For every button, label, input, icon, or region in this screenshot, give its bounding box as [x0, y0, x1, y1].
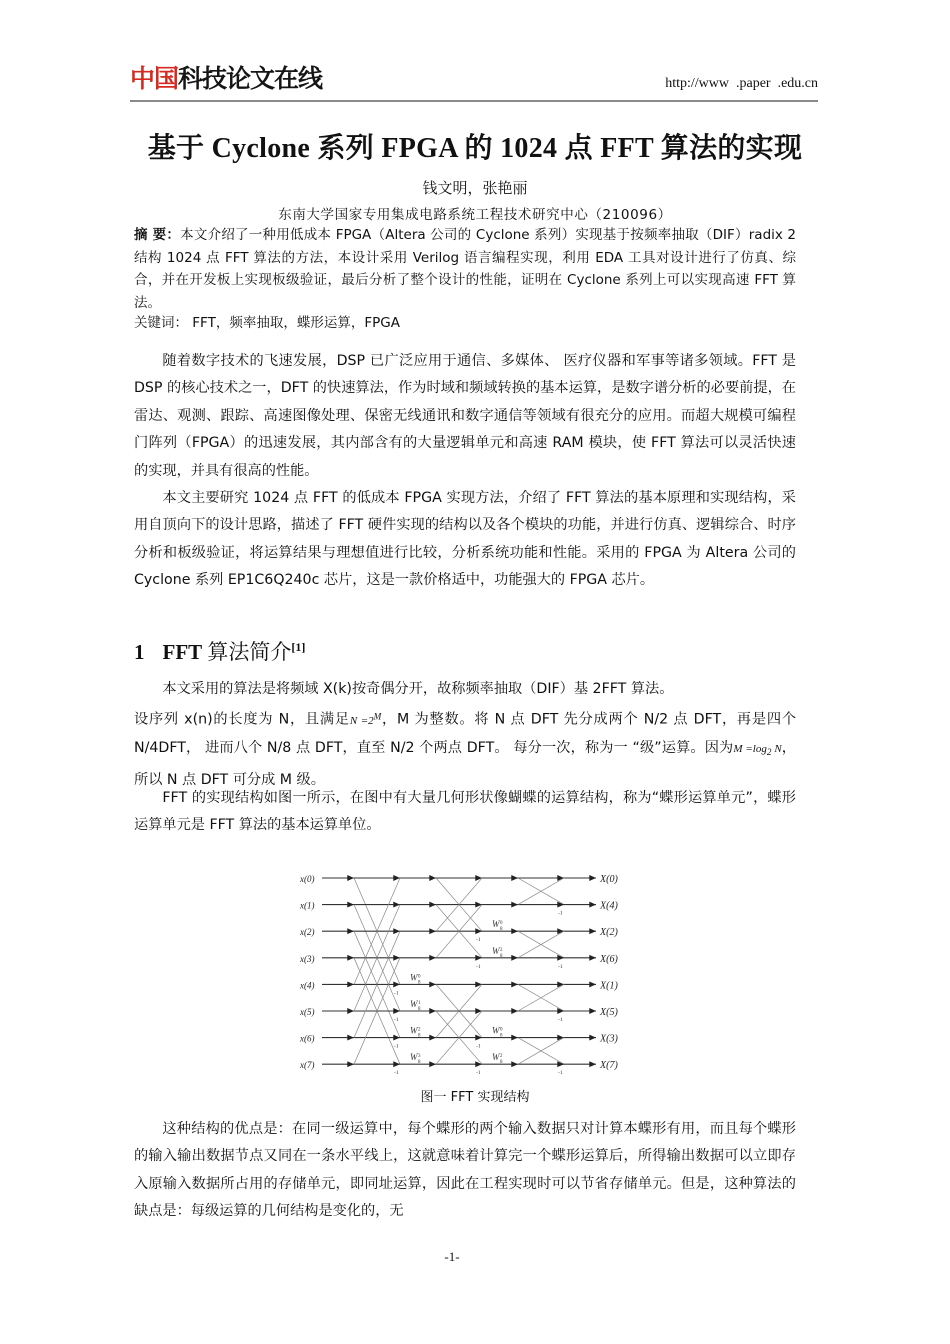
output-label: X(5) — [600, 1007, 618, 1018]
section-title-cn: 算法简介 — [202, 640, 292, 664]
abstract — [134, 224, 796, 314]
keywords-label: 关键词： — [134, 315, 188, 331]
input-label: x(0) — [300, 874, 315, 884]
arrow-head — [429, 928, 436, 934]
input-label: x(2) — [300, 927, 315, 938]
arrow-head — [429, 875, 436, 881]
formula-exponent: M — [373, 711, 382, 721]
header-divider — [130, 100, 818, 102]
section-number: 1 — [134, 640, 145, 664]
minus-one-label: -1 — [476, 1070, 481, 1077]
abstract-text: 本文介绍了一种用低成本 FPGA（Altera 公司的 Cyclone 系列）实现基于按频率抽取（DIF）radix 2 结构 1024 点 FFT 算法的方法，本设计采用 Verilog 语言编程实现，利用 EDA 工具对设计进行了仿真、综合，并在开发板上实现板级验证，最后分析了整个设计的性能，证明在 Cyclone 系列上可以实现高速 FFT 算法。 — [134, 227, 796, 311]
arrow-head — [511, 902, 518, 908]
twiddle-exponent: 0 — [418, 974, 421, 980]
body-paragraph-4: FFT 的实现结构如图一所示，在图中有大量几何形状像蝴蝶的运算结构，称为“蝶形运算单元”，蝶形运算单元是 FFT 算法的基本运算单位。 — [134, 790, 796, 834]
body-paragraph-1: 随着数字技术的飞速发展，DSP 已广泛应用于通信、多媒体、 医疗仪器和军事等诸多领域。FFT 是 DSP 的核心技术之一，DFT 的快速算法，作为时域和频域转换的基本运算，是数字谱分析的必要前提，在雷达、观测、跟踪、高速图像处理、保密无线通讯和数字通信等领域有很充分的应用。而超大规模可编程门阵列（FPGA）的迅速发展，其内部含有的大量逻辑单元和高速 RAM 模块，使 FFT 算法可以灵活快速的实现，并具有很高的性能。 — [134, 353, 796, 479]
section-heading-1 — [134, 636, 305, 666]
twiddle-size: 8 — [418, 1007, 421, 1012]
arrow-head — [347, 928, 354, 934]
formula-n-equals-2-pow-m — [349, 711, 382, 727]
arrow-head — [347, 1061, 354, 1067]
arrow-head — [589, 981, 596, 987]
arrow-head — [589, 1008, 596, 1014]
arrow-head — [429, 955, 436, 961]
arrow-head — [511, 1035, 518, 1041]
input-label: x(5) — [300, 1007, 315, 1017]
arrow-head — [511, 955, 518, 961]
arrow-head — [589, 955, 596, 961]
twiddle-factor-label: W — [492, 945, 500, 956]
arrow-head — [511, 1008, 518, 1014]
arrow-head — [511, 981, 518, 987]
figure-caption: 图一 FFT 实现结构 — [420, 1090, 530, 1105]
twiddle-exponent: 1 — [418, 1001, 421, 1006]
twiddle-size: 8 — [500, 953, 503, 959]
input-label: x(6) — [300, 1033, 315, 1044]
formula-m-equals-log2n — [733, 743, 782, 758]
arrow-head — [475, 928, 482, 934]
arrow-head — [429, 1035, 436, 1041]
paper-authors: 钱文明，张艳丽 — [422, 179, 528, 197]
arrow-head — [475, 902, 482, 908]
arrow-head — [347, 875, 354, 881]
arrow-head — [347, 1008, 354, 1014]
arrow-head — [475, 1035, 482, 1041]
minus-one-label: -1 — [394, 1017, 399, 1023]
arrow-head — [429, 902, 436, 908]
twiddle-factor-label: W — [492, 1025, 500, 1036]
twiddle-factor-label: W — [492, 1052, 500, 1063]
section-reference[interactable]: [1] — [291, 640, 306, 654]
fft-butterfly-diagram — [296, 864, 636, 1078]
minus-one-label: -1 — [558, 1070, 563, 1077]
input-label: x(4) — [300, 980, 315, 991]
arrow-head — [511, 928, 518, 934]
input-label: x(7) — [300, 1060, 315, 1071]
arrow-head — [475, 981, 482, 987]
para3-text-c: ，所以 N 点 DFT 可分成 M 级。 — [134, 740, 796, 788]
page-number: -1- — [444, 1249, 460, 1264]
arrow-head — [589, 902, 596, 908]
output-label: X(7) — [600, 1060, 618, 1072]
minus-one-label: -1 — [394, 1070, 399, 1077]
twiddle-size: 8 — [418, 1060, 421, 1066]
formula-log-base: 2 — [766, 747, 772, 758]
twiddle-factor-label: W — [410, 1025, 418, 1036]
logo-black-text: 科技论文在线 — [178, 64, 323, 93]
body-paragraph-5: 这种结构的优点是：在同一级运算中，每个蝶形的两个输入数据只对计算本蝶形有用，而且每个蝶形的输入输出数据节点又同在一条水平线上，这就意味着计算完一个蝶形运算后，所得输出数据可以立即存入原输入数据所占用的存储单元，即同址运算，因此在工程实现时可以节省存储单元。但是，这种算法的缺点是：每级运算的几何结构是变化的，无 — [134, 1121, 796, 1220]
twiddle-size: 8 — [500, 1060, 503, 1066]
arrow-head — [429, 1008, 436, 1014]
minus-one-label: -1 — [558, 963, 563, 970]
arrow-head — [429, 1061, 436, 1067]
output-label: X(0) — [600, 874, 618, 885]
output-label: X(2) — [600, 927, 618, 939]
minus-one-label: -1 — [394, 990, 399, 997]
arrow-head — [589, 875, 596, 881]
arrow-head — [589, 1061, 596, 1067]
minus-one-label: -1 — [394, 1043, 399, 1050]
twiddle-factor-label: W — [410, 999, 418, 1009]
twiddle-exponent: 0 — [500, 1027, 503, 1033]
twiddle-exponent: 0 — [500, 921, 503, 927]
abstract-label: 摘 要： — [134, 227, 181, 243]
output-label: X(1) — [600, 980, 618, 992]
arrow-head — [475, 1061, 482, 1067]
twiddle-size: 8 — [418, 1033, 421, 1039]
output-label: X(6) — [600, 953, 618, 965]
twiddle-size: 8 — [500, 1033, 503, 1039]
twiddle-factor-label: W — [492, 919, 500, 930]
body-paragraph-2: 本文主要研究 1024 点 FFT 的低成本 FPGA 实现方法，介绍了 FFT 算法的基本原理和实现结构，采用自顶向下的设计思路，描述了 FFT 硬件实现的结构以及各个模块的功能，并进行仿真、逻辑综合、时序分析和板级验证，将运算结果与理想值进行比较，分析系统功能和性能。采用的 FPGA 为 Altera 公司的 Cyclone 系列 EP1C6Q240c 芯片，这是一款价格适中，功能强大的 FPGA 芯片。 — [134, 490, 796, 589]
journal-logo[interactable] — [130, 62, 322, 96]
paper-title: 基于 Cyclone 系列 FPGA 的 1024 点 FFT 算法的实现 — [147, 133, 803, 164]
body-paragraph-3 — [134, 703, 796, 794]
section-title-en: FFT — [162, 640, 203, 664]
arrow-head — [589, 1035, 596, 1041]
journal-header — [130, 62, 818, 102]
logo-red-text: 中国 — [130, 64, 179, 93]
arrow-head — [475, 955, 482, 961]
para3-text-a: 设序列 x(n)的长度为 N，且满足 — [134, 711, 350, 728]
minus-one-label: -1 — [476, 963, 481, 970]
arrow-head — [429, 981, 436, 987]
output-label: X(3) — [600, 1033, 618, 1045]
minus-one-label: -1 — [558, 910, 563, 917]
twiddle-exponent: 2 — [500, 947, 503, 953]
arrow-head — [511, 875, 518, 881]
journal-url[interactable]: http://www .paper .edu.cn — [665, 76, 818, 91]
input-label: x(3) — [300, 953, 315, 964]
minus-one-label: -1 — [476, 1043, 481, 1050]
para3-text-b: ，M 为整数。将 N 点 DFT 先分成两个 N/2 点 DFT，再是四个 N/4DFT， 进而八个 N/8 点 DFT，直至 N/2 个两点 DFT。 每分一次，称为一 “级”运算。因为 — [134, 711, 797, 757]
keywords-text: FFT，频率抽取，蝶形运算，FPGA — [188, 315, 400, 331]
twiddle-factor-label: W — [410, 1052, 418, 1063]
formula-log-arg: N — [771, 743, 782, 756]
arrow-head — [347, 955, 354, 961]
minus-one-label: -1 — [476, 937, 481, 944]
arrow-head — [511, 1061, 518, 1067]
formula-log: M =log — [733, 743, 767, 756]
twiddle-size: 8 — [418, 980, 421, 986]
arrow-head — [475, 1008, 482, 1014]
output-label: X(4) — [600, 900, 618, 912]
input-label: x(1) — [300, 900, 315, 911]
arrow-head — [475, 875, 482, 881]
twiddle-factor-label: W — [410, 972, 418, 983]
arrow-head — [347, 1035, 354, 1041]
paper-affiliation: 东南大学国家专用集成电路系统工程技术研究中心（210096） — [278, 207, 672, 223]
arrow-head — [347, 981, 354, 987]
twiddle-exponent: 2 — [418, 1027, 421, 1033]
twiddle-exponent: 3 — [418, 1054, 421, 1060]
twiddle-size: 8 — [500, 927, 503, 933]
arrow-head — [347, 902, 354, 908]
formula-base: N =2 — [349, 714, 374, 727]
body-paragraph-3-line-1: 本文采用的算法是将频域 X(k)按奇偶分开，故称频率抽取（DIF）基 2FFT 算法。 — [162, 681, 674, 697]
keywords — [134, 312, 796, 334]
twiddle-exponent: 2 — [500, 1054, 503, 1060]
minus-one-label: -1 — [558, 1017, 563, 1023]
arrow-head — [589, 928, 596, 934]
